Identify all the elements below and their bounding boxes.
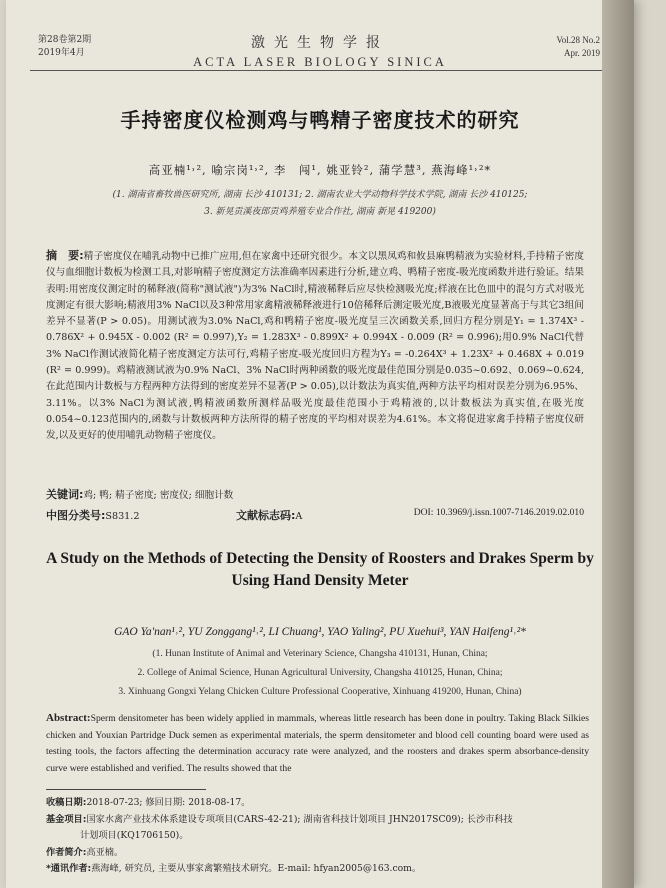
received-text: 2018-07-23; 修回日期: 2018-08-17。 [86,797,251,808]
journal-name-cn: 激光生物学报 [251,35,389,51]
classification-value: S831.2 [105,511,140,522]
classification-number [46,507,139,523]
header-volume-cn: 第28卷第2期 [38,35,92,45]
book-spine-shadow [602,0,634,888]
fund-text: 国家水禽产业技术体系建设专项项目(CARS-42-21); 湖南省科技计划项目 JHN2017SC09); 长沙市科技 [86,813,513,825]
authors-cn: 高亚楠¹˒², 喻宗岗¹˒², 李 闯¹, 姚亚铃², 蒲学慧³, 燕海峰¹˒²* [148,163,492,177]
journal-name-en: ACTA LASER BIOLOGY SINICA [193,55,447,69]
author-bio [46,845,589,862]
classification-row [46,507,584,523]
fund-label: 基金项目: [46,813,87,825]
keywords-label: 关键词: [46,488,84,501]
affiliation-line: (1. 湖南省畜牧兽医研究所, 湖南 长沙 410131; 2. 湖南农业大学动物科学技术学院, 湖南 长沙 410125; [112,190,528,200]
document-code [236,507,302,523]
header-date-en: Apr. 2019 [564,48,600,58]
abstract-en [46,710,589,777]
journal-page [6,0,634,888]
classification-label: 中图分类号: [46,509,106,522]
footnotes [46,795,589,878]
affiliations-en [46,645,594,702]
doi: DOI: 10.3969/j.issn.1007-7146.2019.02.010 [413,507,584,518]
abstract-label-cn: 摘 要: [46,249,84,262]
keywords-text: 鸡; 鸭; 精子密度; 密度仪; 细胞计数 [83,490,234,501]
fund-info-continued: 计划项目(KQ1706150)。 [80,830,189,841]
article-title-en: A Study on the Methods of Detecting the Density of Roosters and Drakes Sperm by Using Hand Density Meter [46,550,594,589]
keywords-cn [46,486,584,502]
affiliation-line: 2. College of Animal Science, Hunan Agricultural University, Changsha 410125, Hunan, China; [137,668,503,678]
affiliations-cn [46,187,594,221]
affiliation-line: 3. Xinhuang Gongxi Yelang Chicken Culture Professional Cooperative, Xinhuang 419200, Hunan, China) [118,687,522,697]
running-header [30,30,610,71]
affiliation-line: 3. 新晃贡溪夜郎贡鸡养殖专业合作社, 湖南 新晃 419200) [204,207,436,217]
abstract-cn [46,248,584,445]
abstract-text-en: Sperm densitometer has been widely applied in mammals, whereas little research has been done in poultry. Taking Black Silkies chicken and Youxian Partridge Duck semen as experimental materials, the sperm densitometer and blood cell counting board were used as testing tools, the factors affecting the determination accuracy rate were analyzed, and the roosters and drakes sperm absorbance-density curve were established and verified. The results showed that the [46,713,589,774]
authors-en: GAO Ya'nan¹˒², YU Zonggang¹˒², LI Chuang¹, YAO Yaling², PU Xuehui³, YAN Haifeng¹˒²* [114,626,526,638]
article-title-cn: 手持密度仪检测鸡与鸭精子密度技术的研究 [120,108,520,132]
footnote-divider [46,789,206,790]
received-label: 收稿日期: [46,797,87,808]
header-right [556,34,600,60]
received-date [46,795,589,812]
corresponding-author [46,861,589,878]
abstract-text-cn: 精子密度仪在哺乳动物中已推广应用,但在家禽中还研究很少。本文以黑凤鸡和攸县麻鸭精液为实验材料,手持精子密度仪与血细胞计数板为检测工具,对影响精子密度测定方法准确率因素进行分析,建立鸡、鸭精子密度-吸光度函数并进行验证。结果表明:用密度仪测定时的稀释液(简称"测试液")为3% NaCl时,精液稀释后应尽快检测吸光度;样液在比色皿中的混匀方式对吸光度测定有很大影响;精液用3% NaCl以及3种常用家禽精液稀释液进行10倍稀释后测定吸光度,B液吸光度显著高于与其它3组间差异不显著(P > 0.05)。用测试液为3.0% NaCl,鸡和鸭精子密度-吸光度呈三次函数关系,回归方程分别是Y₁ = 1.374X³ - 0.786X² + 0.945X - 0.002 (R² = 0.997),Y₂ = 1.283X³ - 0.899X² + 0.994X - 0.009 (R² = 0.996);用0.9% NaCl代替3% NaCl作测试液简化精子密度测定方法可行,鸡精子密度-吸光度回归方程为Y₃ = -0.264X³ + 1.23X² + 0.468X + 0.019 (R² = 0.999)。鸡精液测试液为0.9% NaCl、3% NaCl时两种函数的吸光度最佳范围分别是0.035~0.692、0.069~0.624,在此范围内计数板与方程两种方法得到的密度差异不显著(P > 0.05),以计数法为真实值,两种方法平均相对误差分别为6.95%、3.11%。以3% NaCl为测试液,鸭精液函数所测样品吸光度最佳范围小于鸡精液的,以计数板法为真实值,在吸光度0.054~0.123范围内的,函数与计数板两种方法所得的精子密度的平均相对误差为4.61%。本文将促进家禽手持精子密度仪研发,以及更好的使用哺乳动物精子密度仪。 [46,251,584,442]
corresponding-label: *通讯作者: [46,863,92,874]
corresponding-text: 燕海峰, 研究员, 主要从事家禽繁殖技术研究。E-mail: hfyan2005@163.com。 [91,863,422,874]
fund-info [46,812,589,829]
header-volume-en: Vol.28 No.2 [556,35,600,45]
header-date-cn: 2019年4月 [38,48,85,58]
header-center [30,32,610,70]
document-code-value: A [295,511,303,522]
document-code-label: 文献标志码: [236,509,296,522]
affiliation-line: (1. Hunan Institute of Animal and Veterinary Science, Changsha 410131, Hunan, China; [152,649,488,659]
abstract-label-en: Abstract: [46,712,91,724]
author-bio-text: 高亚楠。 [86,846,124,858]
author-bio-label: 作者简介: [46,846,87,858]
